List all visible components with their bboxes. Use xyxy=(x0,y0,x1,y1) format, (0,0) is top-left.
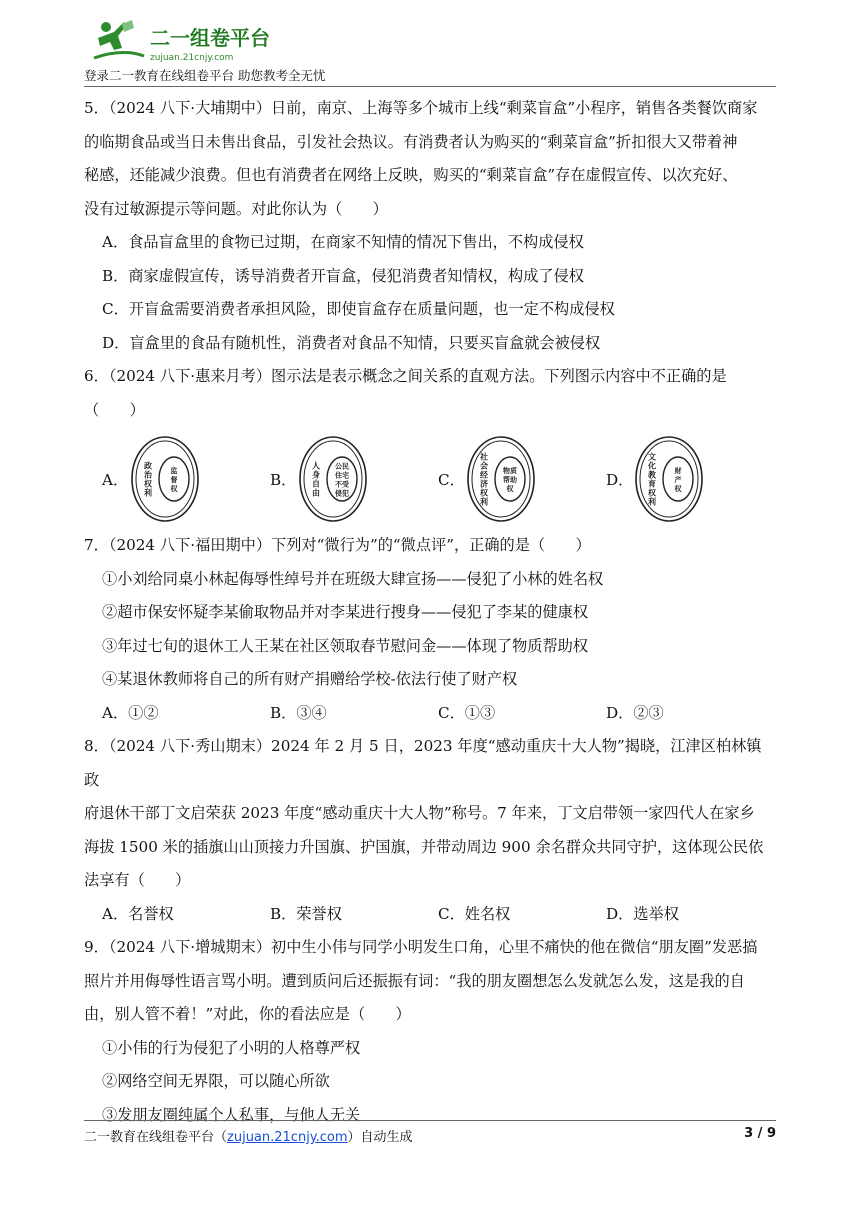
question-text-line: 秘感，还能减少浪费。但也有消费者在网络上反映，购买的“剩菜盲盒”存在虚假宣传、以次充好、 xyxy=(84,166,738,184)
question-text-line: 6．（2024 八下·惠来月考）图示法是表示概念之间关系的直观方法。下列图示内容中不正确的是 xyxy=(84,367,727,385)
statement-item: ③发朋友圈纯属个人私事，与他人无关 xyxy=(102,1105,361,1124)
concept-diagrams xyxy=(84,433,776,525)
outer-label-char: 由 xyxy=(312,487,320,498)
option-d: D．②③ xyxy=(606,703,664,722)
option-a: A．名誉权 xyxy=(102,904,174,923)
outer-label-char: 济 xyxy=(480,478,488,489)
options-row xyxy=(84,697,776,731)
statement-item: ②网络空间无界限，可以随心所欲 xyxy=(102,1072,330,1090)
outer-circle xyxy=(636,437,702,521)
question-9 xyxy=(84,931,776,1132)
question-text-line: 没有过敏源提示等问题。对此你认为（ ） xyxy=(84,199,388,218)
inner-label-text: 督 xyxy=(170,475,178,484)
question-6 xyxy=(84,360,776,525)
inner-label-text: 侵犯 xyxy=(335,488,349,498)
diagram-d xyxy=(588,433,756,525)
outer-circle xyxy=(132,437,198,521)
header-divider xyxy=(84,86,776,87)
option-c: C．①③ xyxy=(438,703,496,722)
diagram-label: C． xyxy=(438,470,465,489)
footer-prefix: 二一教育在线组卷平台（ xyxy=(84,1130,228,1145)
inner-label-text: 财 xyxy=(674,466,682,475)
question-text-line: 法享有（ ） xyxy=(84,871,191,889)
option-d: D．盲盒里的食品有随机性，消费者对食品不知情，只要买盲盒就会被侵权 xyxy=(102,333,601,352)
inner-label-text: 不受 xyxy=(335,479,349,489)
inner-label-text: 权 xyxy=(170,484,178,493)
outer-label-char: 会 xyxy=(480,460,488,471)
diagram-label: A． xyxy=(102,470,129,489)
question-text-line: （ ） xyxy=(84,400,145,419)
outer-label-char: 文 xyxy=(648,451,656,462)
diagram-label: B． xyxy=(270,470,297,489)
question-5 xyxy=(84,92,776,360)
option-c: C．姓名权 xyxy=(438,904,511,923)
question-8 xyxy=(84,730,776,931)
diagram-a xyxy=(84,433,252,525)
outer-label-char: 权 xyxy=(144,478,152,489)
outer-label-char: 利 xyxy=(648,496,656,507)
outer-label-char: 经 xyxy=(480,469,488,480)
outer-label-char: 政 xyxy=(144,460,152,471)
option-c: C．开盲盒需要消费者承担风险，即使盲盒存在质量问题，也一定不构成侵权 xyxy=(102,300,615,318)
outer-circle xyxy=(300,437,366,521)
outer-label-char: 身 xyxy=(312,469,320,480)
footer-site-link[interactable]: zujuan.21cnjy.com xyxy=(227,1130,348,1145)
outer-label-char: 社 xyxy=(480,451,488,462)
inner-label-text: 住宅 xyxy=(335,470,349,480)
option-a: A．食品盲盒里的食物已过期，在商家不知情的情况下售出，不构成侵权 xyxy=(102,233,584,251)
site-logo xyxy=(92,18,282,64)
venn-diagram-c xyxy=(464,433,538,525)
outer-label-char: 自 xyxy=(312,478,320,489)
footer-divider xyxy=(84,1120,776,1121)
statement-item: ②超市保安怀疑李某偷取物品并对李某进行搜身——侵犯了李某的健康权 xyxy=(102,603,588,621)
option-d: D．选举权 xyxy=(606,904,679,923)
outer-label-char: 教 xyxy=(648,469,656,480)
outer-circle xyxy=(468,437,534,521)
inner-label-text: 物质 xyxy=(503,466,517,475)
footer-suffix: ）自动生成 xyxy=(347,1130,413,1145)
question-text-line: 的临期食品或当日未售出食品，引发社会热议。有消费者认为购买的“剩菜盲盒”折扣很大又带着神 xyxy=(84,132,738,151)
outer-label-char: 育 xyxy=(648,478,656,489)
question-text-line: 9．（2024 八下·增城期末）初中生小伟与同学小明发生口角，心里不痛快的他在微信“朋友圈”发恶搞 xyxy=(84,938,758,956)
inner-label-text: 监 xyxy=(170,466,178,475)
inner-label-text: 公民 xyxy=(335,461,349,471)
option-b: B．③④ xyxy=(270,703,327,722)
logo-subtext: zujuan.21cnjy.com xyxy=(150,53,234,63)
outer-label-char: 人 xyxy=(312,460,320,471)
runner-icon xyxy=(94,20,144,58)
question-text-line: 海拔 1500 米的插旗山山顶接力升国旗、护国旗，并带动周边 900 余名群众共同守护，这体现公民依 xyxy=(84,837,764,856)
page-footer xyxy=(84,1126,776,1145)
outer-label-char: 化 xyxy=(648,460,656,471)
inner-label-text: 帮助 xyxy=(503,475,517,484)
question-text-line: 8．（2024 八下·秀山期末）2024 年 2 月 5 日，2023 年度“感动重庆十大人物”揭晓，江津区柏林镇政 xyxy=(84,737,762,789)
option-b: B．商家虚假宣传，诱导消费者开盲盒，侵犯消费者知情权，构成了侵权 xyxy=(102,266,584,285)
question-text-line: 5．（2024 八下·大埔期中）日前，南京、上海等多个城市上线“剩菜盲盒”小程序，销售各类餐饮商家 xyxy=(84,99,758,117)
inner-label-text: 产 xyxy=(674,475,682,484)
outer-label-char: 利 xyxy=(144,487,152,498)
question-text-line: 照片并用侮辱性语言骂小明。遭到质问后还振振有词：“我的朋友圈想怎么发就怎么发，这是我的自 xyxy=(84,971,745,990)
question-text-line: 由，别人管不着！”对此，你的看法应是（ ） xyxy=(84,1005,411,1023)
question-7 xyxy=(84,529,776,730)
inner-label-text: 权 xyxy=(506,484,514,493)
outer-label-char: 权 xyxy=(648,487,656,498)
option-a: A．①② xyxy=(102,703,159,722)
statement-item: ①小伟的行为侵犯了小明的人格尊严权 xyxy=(102,1038,361,1057)
venn-diagram-d xyxy=(632,433,706,525)
outer-label-char: 治 xyxy=(144,469,152,480)
diagram-label: D． xyxy=(606,470,634,489)
question-list xyxy=(84,92,776,1132)
statement-item: ④某退休教师将自己的所有财产捐赠给学校-依法行使了财产权 xyxy=(102,670,518,688)
diagram-c xyxy=(420,433,588,525)
diagram-b xyxy=(252,433,420,525)
venn-diagram-a xyxy=(128,433,202,525)
outer-label-char: 权 xyxy=(480,487,488,498)
option-b: B．荣誉权 xyxy=(270,904,342,923)
outer-label-char: 利 xyxy=(480,496,488,507)
header-tagline: 登录二一教育在线组卷平台 助您教考全无忧 xyxy=(84,68,326,83)
options-row xyxy=(84,898,776,932)
page-number: 3 / 9 xyxy=(744,1126,776,1141)
inner-label-text: 权 xyxy=(674,484,682,493)
logo-text: 二一组卷平台 xyxy=(150,26,270,50)
statement-item: ①小刘给同桌小林起侮辱性绰号并在班级大肆宣扬——侵犯了小林的姓名权 xyxy=(102,569,604,588)
question-text-line: 府退休干部丁文启荣获 2023 年度“感动重庆十大人物”称号。7 年来，丁文启带领一家四代人在家乡 xyxy=(84,804,755,822)
venn-diagram-b xyxy=(296,433,370,525)
statement-item: ③年过七旬的退休工人王某在社区领取春节慰问金——体现了物质帮助权 xyxy=(102,636,588,655)
question-text-line: 7．（2024 八下·福田期中）下列对“微行为”的“微点评”，正确的是（ ） xyxy=(84,536,591,554)
